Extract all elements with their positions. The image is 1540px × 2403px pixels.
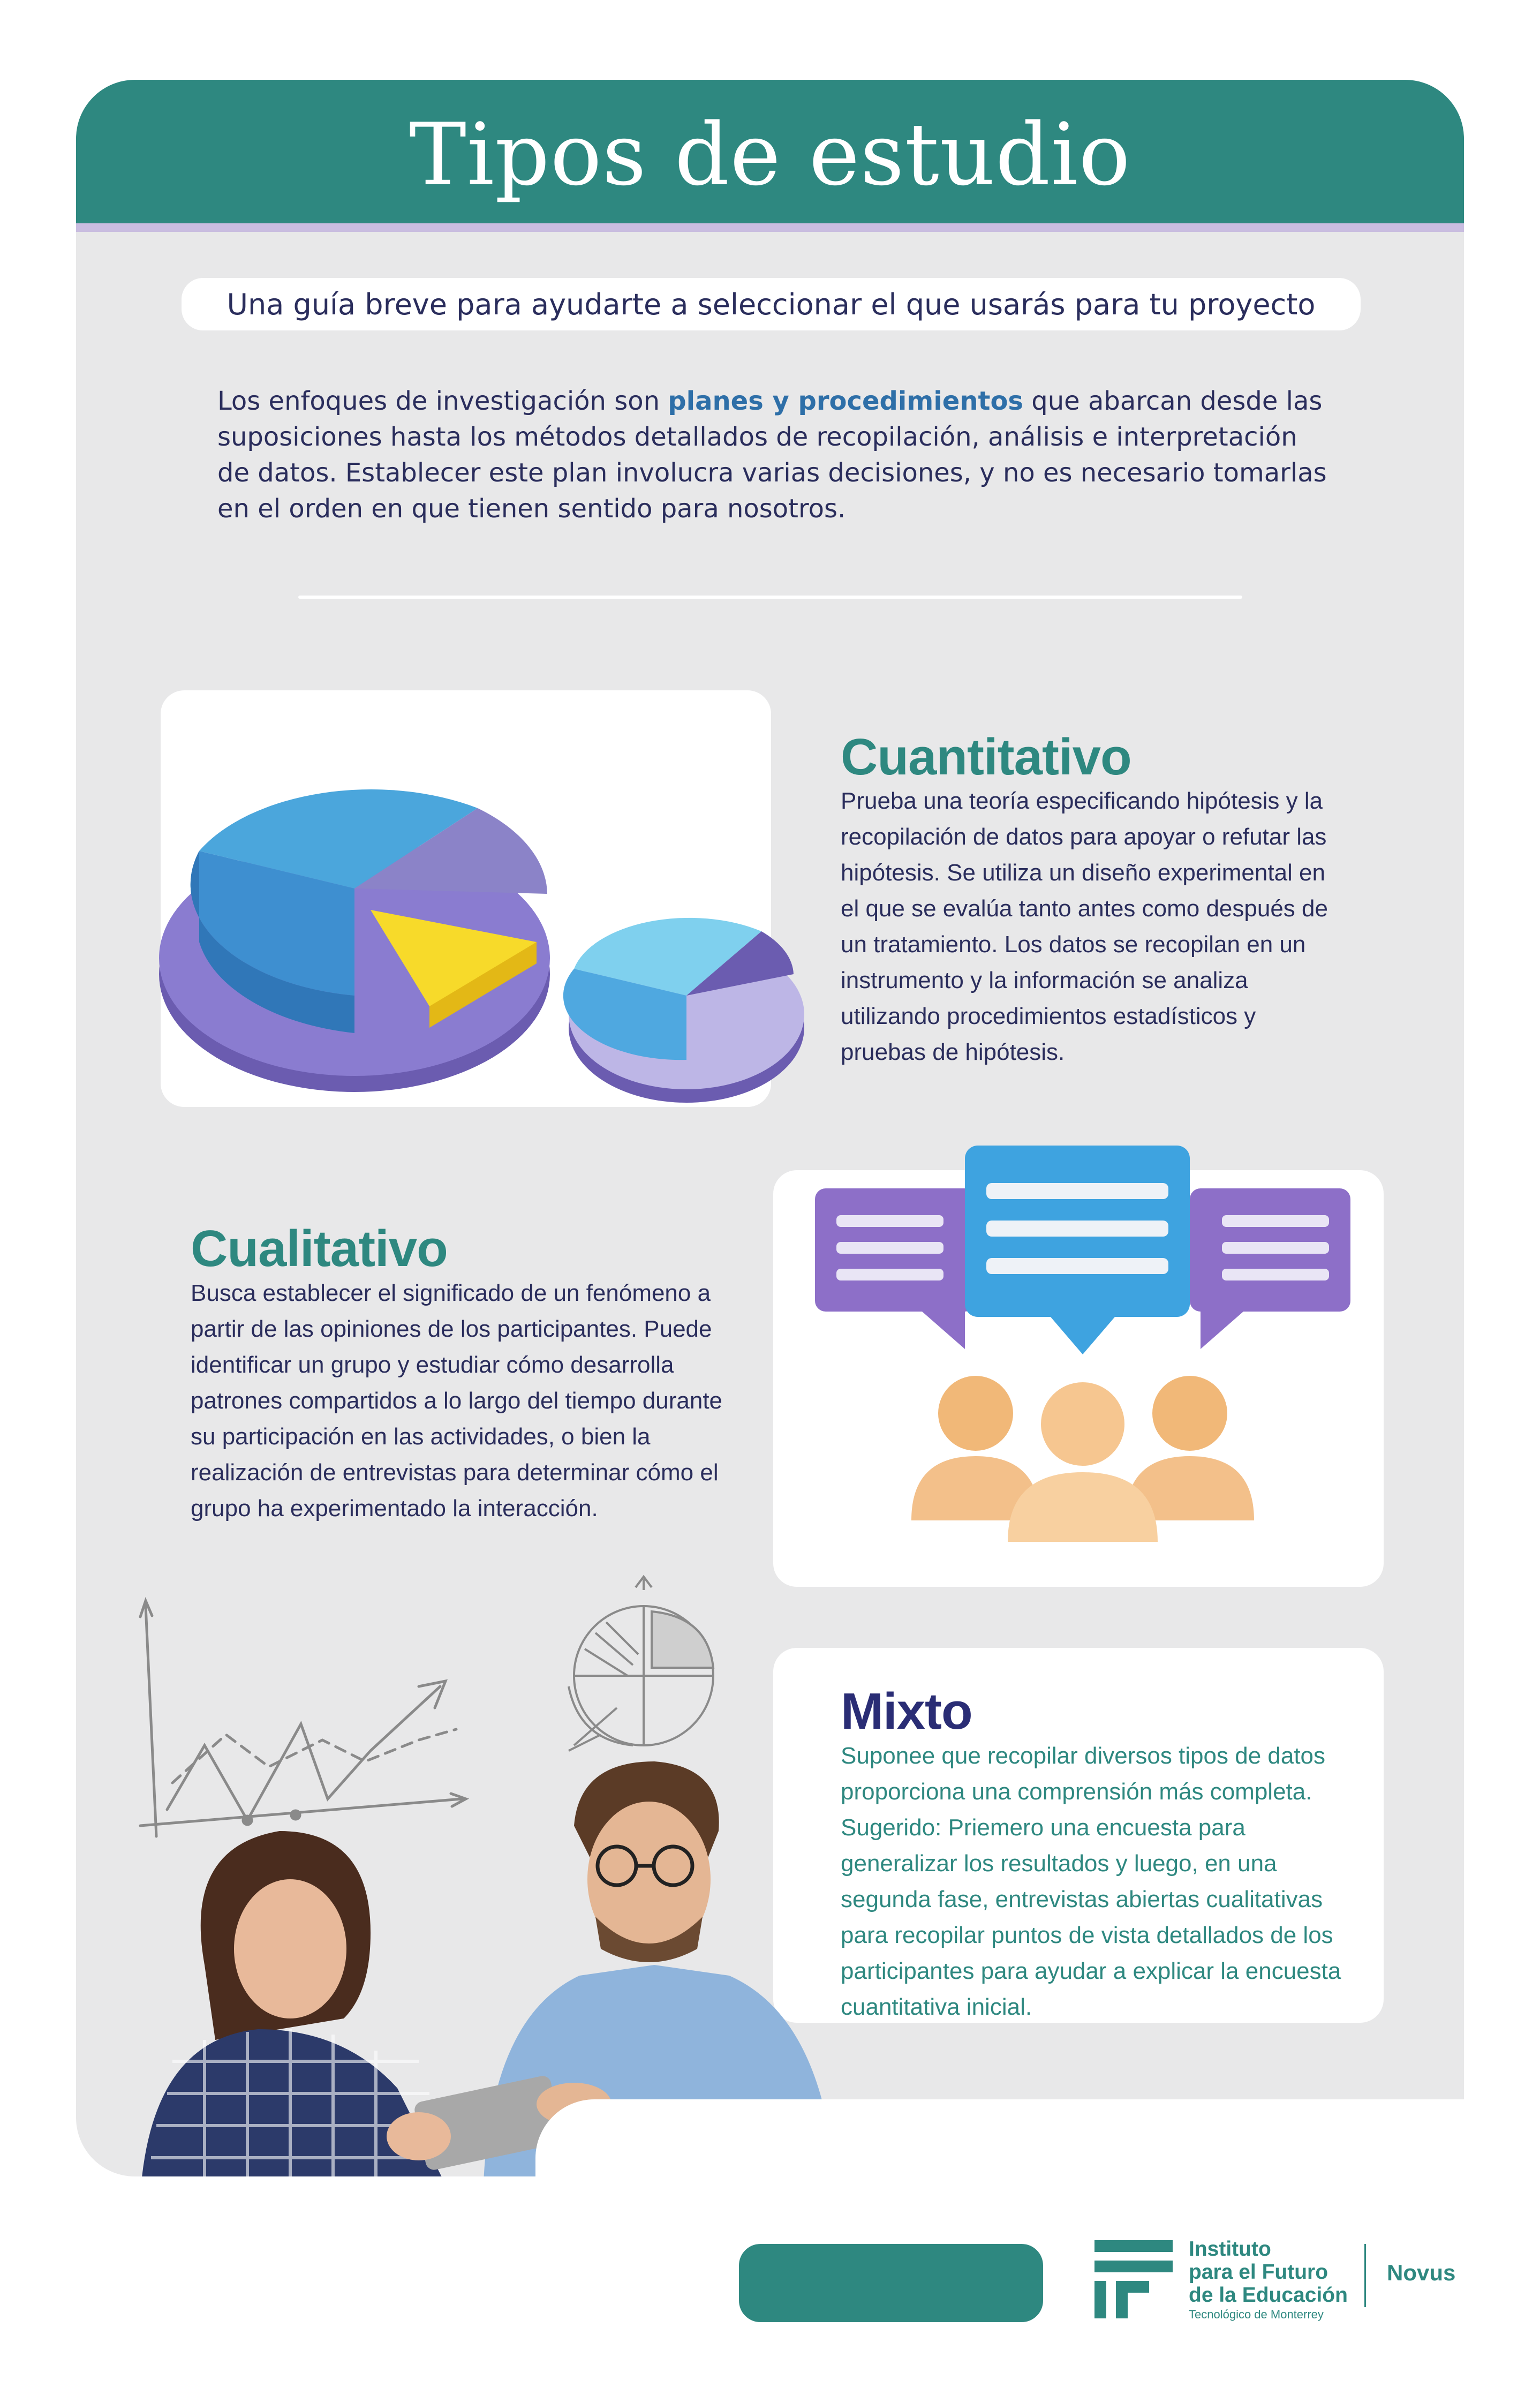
logo-line2: para el Futuro	[1189, 2261, 1328, 2284]
cuantitativo-body: Prueba una teoría especificando hipótesis y la recopilación de datos para apoyar o refutar las hipótesis. Se utiliza un diseño experimental en el que se evalúa tanto antes como después de un tratamiento. Los datos se recopilan en un instrumento y la información se analiza utilizando procedimientos estadísticos y pruebas de hipótesis.	[841, 788, 1328, 1065]
intro-before: Los enfoques de investigación son	[217, 386, 668, 416]
logo-line3: de la Educación	[1189, 2284, 1348, 2307]
cualitativo-body: Busca establecer el significado de un fenómeno a partir de las opiniones de los participantes. Puede identificar un grupo y estudiar cómo desarrolla patrones compartidos a lo largo del tiempo durante su participación en las actividades, o bien la realización de entrevistas para determinar cómo el grupo ha experimentado la interacción.	[191, 1280, 723, 1521]
page-title: Tipos de estudio	[409, 104, 1131, 205]
institute-logo-icon	[1094, 2240, 1173, 2318]
partner-logo: Novus	[1387, 2260, 1456, 2285]
cualitativo-title: Cualitativo	[191, 1220, 448, 1277]
logo-line1: Instituto	[1189, 2238, 1271, 2261]
intro-highlight: planes y procedimientos	[668, 386, 1023, 416]
logo-separator	[1364, 2244, 1366, 2307]
cuantitativo-title: Cuantitativo	[841, 728, 1131, 786]
divider	[298, 596, 1242, 599]
header-stripe	[76, 223, 1464, 232]
subtitle-text: Una guía breve para ayudarte a seleccionar el que usarás para tu proyecto	[227, 287, 1316, 321]
institute-name	[1189, 2238, 1348, 2323]
mixto-title: Mixto	[841, 1683, 972, 1740]
logo-sub: Tecnológico de Monterrey	[1189, 2308, 1324, 2321]
chat-group-illustration	[815, 1146, 1350, 1574]
intro-paragraph	[217, 383, 1331, 527]
subtitle-pill	[182, 278, 1361, 330]
pie-chart-3d-illustration	[130, 717, 879, 1156]
mixto-body: Suponee que recopilar diversos tipos de datos proporciona una comprensión más completa. Sugerido: Priemero una encuesta para generalizar los resultados y luego, en una segunda fase, entrevistas abiertas cualitativas para recopilar puntos de vista detallados de los participantes para ayudar a explicar la encuesta cuantitativa inicial.	[841, 1743, 1341, 2020]
intro-after: que abarcan desde las suposiciones hasta los métodos detallados de recopilación, análisis e interpretación de datos. Establecer este plan involucra varias decisiones, y no es necesario tomarlas en el orden en que tienen sentido para nosotros.	[217, 386, 1327, 524]
main-card	[76, 80, 1464, 2176]
footer-button[interactable]	[739, 2244, 1043, 2322]
footer-area	[535, 2099, 1540, 2260]
